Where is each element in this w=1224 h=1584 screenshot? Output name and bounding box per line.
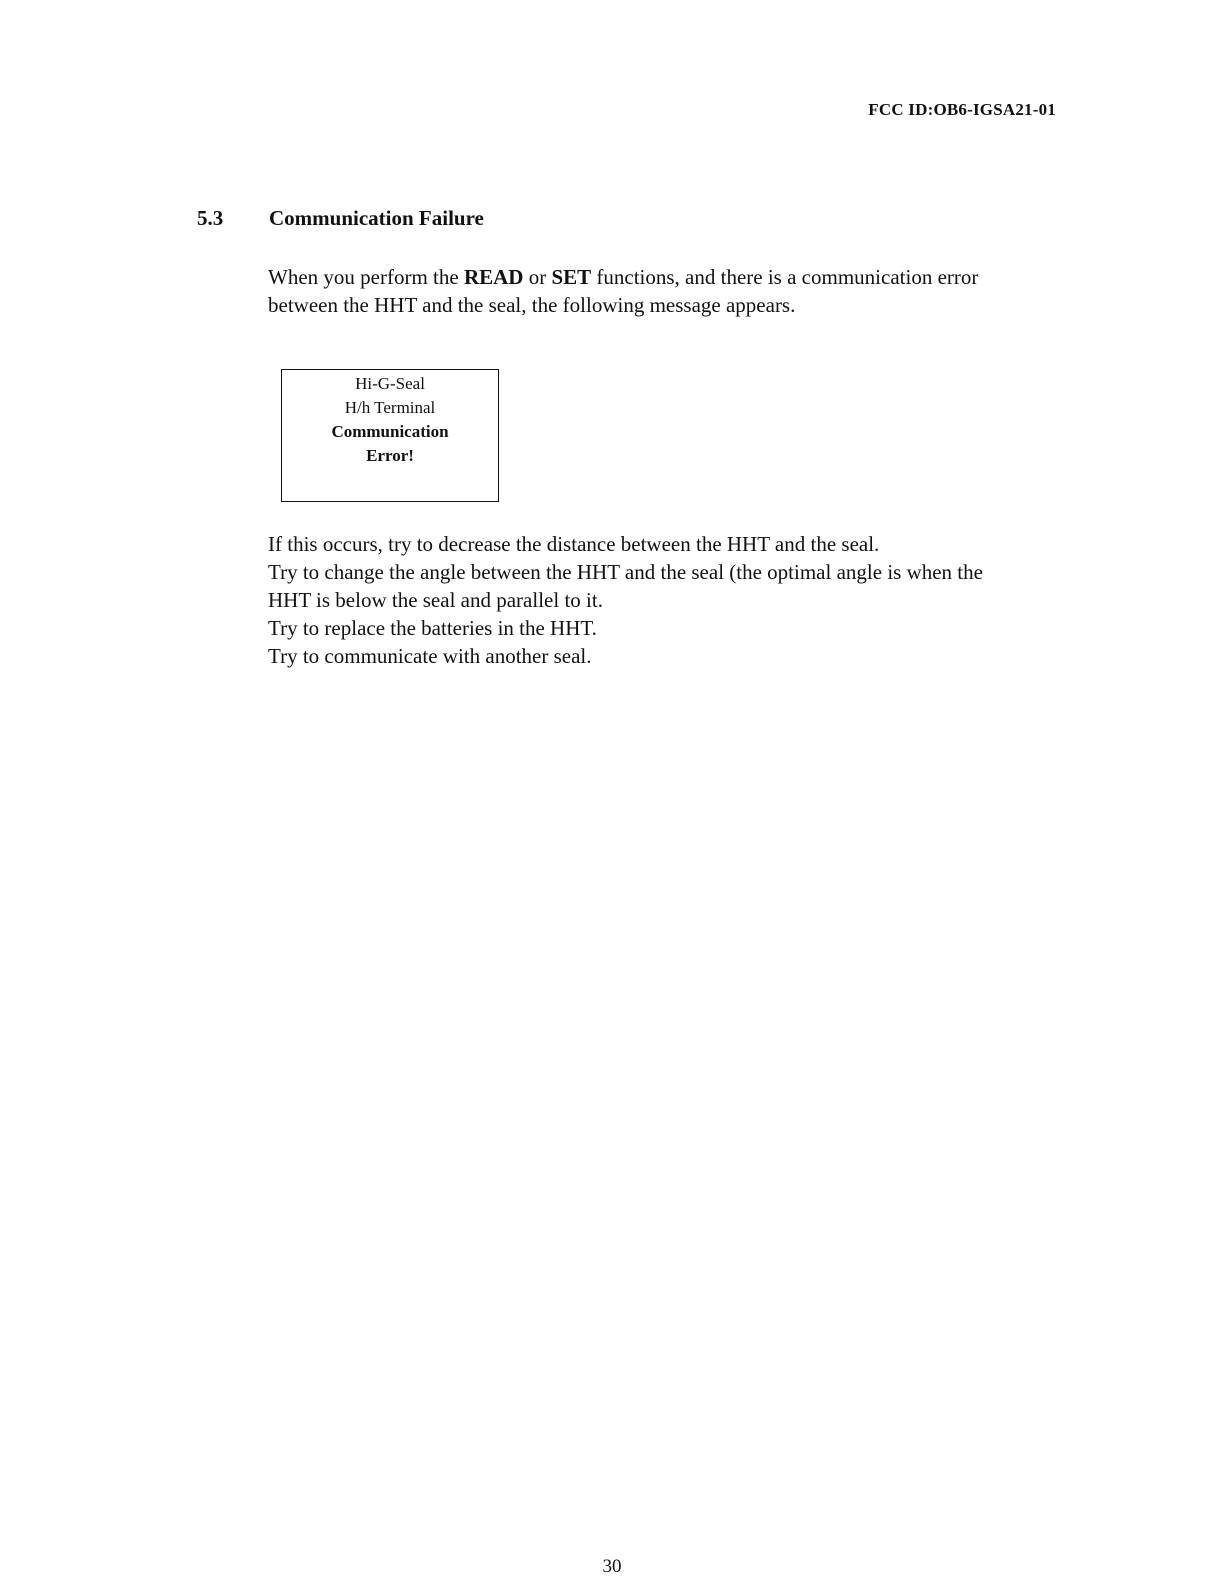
intro-text-1: When you perform the <box>268 265 464 289</box>
fcc-id-header: FCC ID:OB6-IGSA21-01 <box>868 100 1056 119</box>
tip-replace-batteries: Try to replace the batteries in the HHT. <box>268 616 597 640</box>
message-line-terminal: H/h Terminal <box>344 398 436 417</box>
tip-decrease-distance: If this occurs, try to decrease the distance between the HHT and the seal. <box>268 532 880 556</box>
error-message-box <box>281 369 499 502</box>
intro-paragraph <box>268 263 1008 319</box>
set-keyword: SET <box>551 265 592 289</box>
intro-text-3: functions, and there is a communication error between the HHT and the seal, the following message appears. <box>268 265 979 317</box>
section-heading <box>197 206 484 231</box>
message-line-communication: Communication <box>331 422 449 441</box>
page-number: 30 <box>602 1556 622 1577</box>
troubleshooting-tips <box>268 530 1008 670</box>
intro-text-2: or <box>523 265 552 289</box>
read-keyword: READ <box>463 265 524 289</box>
message-line-error: Error! <box>366 446 414 465</box>
tip-change-angle: Try to change the angle between the HHT and the seal (the optimal angle is when the HHT is below the seal and parallel to it. <box>268 560 983 612</box>
message-line-device: Hi-G-Seal <box>355 374 425 393</box>
section-title: Communication Failure <box>269 206 484 230</box>
section-number: 5.3 <box>197 206 224 230</box>
tip-another-seal: Try to communicate with another seal. <box>268 644 592 668</box>
